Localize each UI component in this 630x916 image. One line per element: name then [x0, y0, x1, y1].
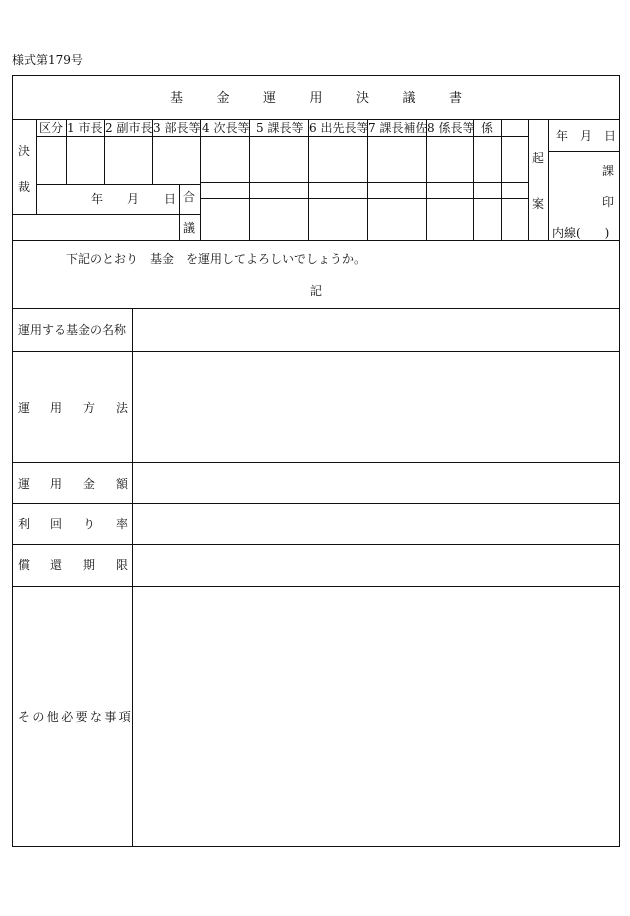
rule: [179, 184, 180, 240]
header-assistant-chief: 7 課長補佐: [368, 121, 428, 135]
amount-char: 運: [18, 477, 31, 491]
redemption-char: 期: [83, 558, 96, 572]
rule: [36, 184, 200, 185]
rule: [249, 119, 250, 240]
header-section-chief: 5 課長等: [256, 121, 304, 135]
fund-name-field[interactable]: [133, 309, 619, 350]
kian-label: 案: [532, 197, 545, 211]
header-branch-chief: 6 出先長等: [309, 121, 369, 135]
draft-date-day: 日: [604, 129, 617, 143]
title-char: 運: [263, 91, 277, 106]
intro-text: 下記のとおり 基金 を運用してよろしいでしょうか。: [66, 252, 367, 266]
rate-field[interactable]: [133, 504, 619, 543]
kessai-label: 裁: [18, 180, 31, 194]
amount-char: 額: [116, 477, 129, 491]
header-kubun: 区分: [39, 121, 64, 135]
other-matters-field[interactable]: [133, 587, 619, 845]
extension-label: 内線( ): [552, 226, 610, 240]
title-char: 基: [170, 91, 184, 106]
rule: [426, 119, 427, 240]
aigi-label: 議: [183, 221, 196, 235]
redemption-char: 償: [18, 558, 31, 572]
rule: [308, 119, 309, 240]
rate-char: 回: [50, 517, 63, 531]
rule: [473, 119, 474, 240]
rule: [367, 119, 368, 240]
amount-char: 金: [83, 477, 96, 491]
method-char: 法: [116, 401, 129, 415]
other-matters-label: その他必要な事項: [18, 710, 134, 724]
method-char: 方: [83, 401, 96, 415]
rule: [12, 214, 200, 215]
kessai-label: 決: [18, 144, 31, 158]
rule: [501, 119, 502, 240]
section-label: 課: [602, 164, 615, 178]
redemption-char: 限: [116, 558, 129, 572]
rate-char: 率: [116, 517, 129, 531]
header-subsection-chief: 8 係長等: [427, 121, 475, 135]
rule: [528, 119, 529, 240]
ki-label: 記: [310, 284, 323, 298]
fund-name-label: 運用する基金の名称: [18, 323, 127, 337]
title-char: 書: [449, 91, 463, 106]
method-char: 用: [50, 401, 63, 415]
rule: [200, 119, 201, 240]
rate-char: り: [83, 517, 96, 531]
title-char: 議: [402, 91, 416, 106]
title-char: 決: [356, 91, 370, 106]
header-staff: 係: [481, 121, 494, 135]
rule: [548, 151, 620, 152]
redemption-char: 還: [50, 558, 63, 572]
rate-char: 利: [18, 517, 31, 531]
header-deputy-director: 4 次長等: [202, 121, 250, 135]
amount-char: 用: [50, 477, 63, 491]
form-title: [170, 92, 496, 106]
seal-label: 印: [602, 195, 615, 209]
draft-date-year: 年: [556, 129, 569, 143]
header-deputy-mayor: 2 副市長: [105, 121, 153, 135]
redemption-field[interactable]: [133, 545, 619, 585]
draft-date-month: 月: [580, 129, 593, 143]
approval-date-year: 年: [91, 192, 104, 206]
rule: [548, 119, 549, 240]
approval-date-month: 月: [127, 192, 140, 206]
header-mayor: 1 市長: [67, 121, 103, 135]
kian-label: 起: [532, 151, 545, 165]
method-char: 運: [18, 401, 31, 415]
method-field[interactable]: [133, 352, 619, 461]
amount-field[interactable]: [133, 463, 619, 502]
form-number: 様式第179号: [12, 53, 83, 67]
approval-date-day: 日: [164, 192, 177, 206]
rule: [36, 119, 37, 214]
title-char: 用: [309, 91, 323, 106]
title-char: 金: [216, 91, 230, 106]
aigi-label: 合: [183, 190, 196, 204]
rule: [12, 240, 620, 241]
header-director: 3 部長等: [153, 121, 201, 135]
rule: [36, 136, 528, 137]
